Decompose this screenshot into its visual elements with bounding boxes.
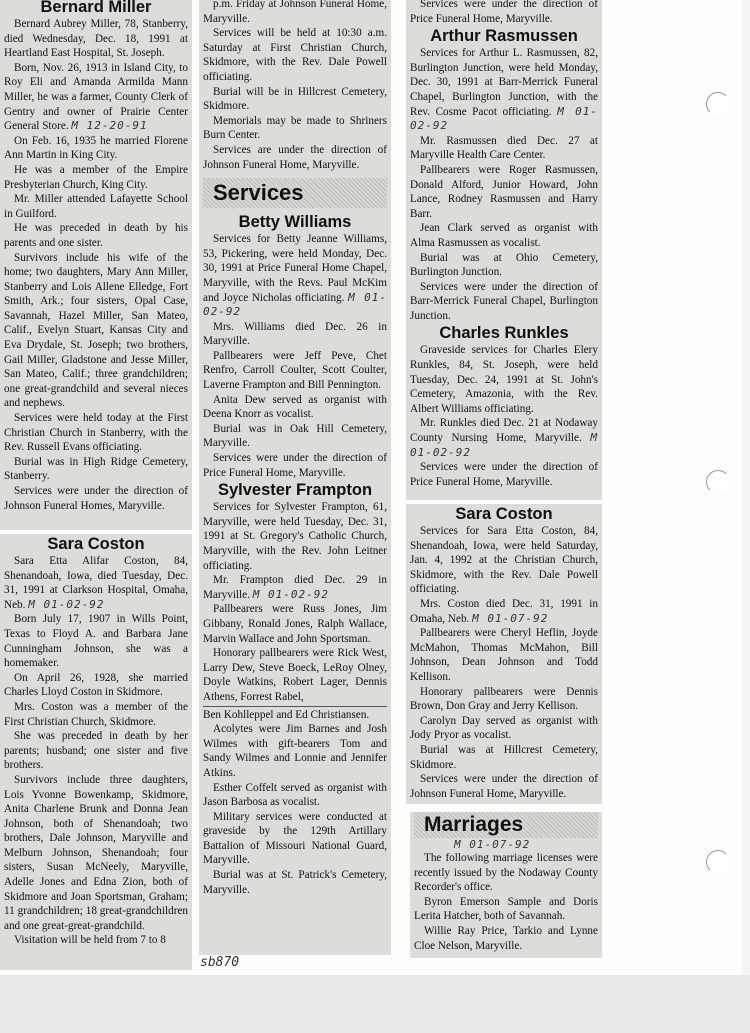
paragraph-text: Mr. Frampton died Dec. 29 in Maryville.	[203, 574, 387, 601]
obituary-sara-coston	[0, 534, 192, 970]
scanner-bed	[0, 975, 750, 1033]
paragraph: Born July 17, 1907 in Wills Point, Texas to Floyd A. and Barbara Jane Cunningham Johnson, she was a homemaker.	[4, 613, 188, 670]
paragraph	[4, 554, 188, 612]
paragraph-text: Services for Arthur L. Rasmussen, 82, Burlington Junction, were held Monday, Dec. 30, 1991 at Barr-Merrick Funeral Chapel, Burlington Junction, with the Rev. Cosme Pacot officiating.	[410, 47, 598, 118]
handwritten-date: M 01-02-92	[28, 597, 105, 611]
paragraph: Services were under the direction of Price Funeral Home, Maryville.	[410, 461, 598, 488]
paragraph-text: Sara Etta Alifar Coston, 84, Shenandoah, Iowa, died Tuesday, Dec. 31, 1991 at Clarkson Hospital, Omaha, Neb.	[4, 555, 188, 611]
paragraph: Pallbearers were Russ Jones, Jim Gibbany, Ronald Jones, Ralph Wallace, Marvin Wallace and John Sportsman.	[203, 603, 387, 645]
paragraph	[410, 597, 598, 626]
paragraph: Services for Sara Etta Coston, 84, Shenandoah, Iowa, were held Saturday, Jan. 4, 1992 at the Christian Church, Skidmore, with the Rev. Dale Powell officiating.	[410, 525, 598, 596]
paragraph: Services were under the direction of Barr-Merrick Funeral Chapel, Burlington Junction.	[410, 280, 598, 322]
handwritten-date: M 01-02-92	[410, 431, 599, 459]
paragraph	[203, 573, 387, 602]
paragraph: Mr. Miller attended Lafayette School in Guilford.	[4, 193, 188, 220]
paragraph: Graveside services for Charles Elery Runkles, 84, St. Joseph, were held Tuesday, Dec. 24, 1991 at St. John's Cemetery, Amazonia, with the Rev. Albert Williams officiating.	[410, 344, 598, 415]
paragraph	[4, 61, 188, 134]
services-column-right	[406, 0, 602, 500]
obituary-heading: Sara Coston	[47, 535, 145, 553]
paragraph: Services were held today at the First Christian Church in Stanberry, with the Rev. Russell Evans officiating.	[4, 412, 188, 454]
paragraph-text: Mrs. Coston died Dec. 31, 1991 in Omaha, Neb.	[410, 597, 598, 625]
obituary-heading: Charles Runkles	[439, 324, 569, 343]
obituary-heading: Betty Williams	[238, 213, 352, 232]
paragraph: On Feb. 16, 1935 he married Florene Ann Martin in King City.	[4, 134, 188, 162]
paragraph: Byron Emerson Sample and Doris Lerita Hatcher, both of Savannah.	[414, 895, 598, 923]
paragraph: He was a member of the Empire Presbyterian Church, King City.	[4, 163, 188, 191]
paragraph: Jean Clark served as organist with Alma Rasmussen as vocalist.	[410, 222, 598, 249]
punch-hole	[706, 92, 730, 116]
section-title-services: Services	[203, 178, 387, 208]
obituary-bernard-miller	[0, 0, 192, 530]
paragraph: Burial was at Hillcrest Cemetery, Skidmore.	[410, 743, 598, 771]
paragraph: Services were under the direction of Price Funeral Home, Maryville.	[410, 0, 598, 25]
paragraph: Pallbearers were Jeff Peve, Chet Renfro, Carroll Coulter, Scott Coulter, Laverne Frampton and Bill Pennington.	[203, 349, 387, 392]
paragraph: Memorials may be made to Shriners Burn Center.	[203, 114, 387, 142]
paragraph: Anita Dew served as organist with Deena Knorr as vocalist.	[203, 393, 387, 421]
obituary-heading: Bernard Miller	[40, 0, 152, 16]
paragraph: Burial was at St. Patrick's Cemetery, Maryville.	[203, 869, 387, 896]
paragraph: Services are under the direction of Johnson Funeral Home, Maryville.	[203, 143, 387, 171]
paragraph	[410, 46, 598, 134]
handwritten-page-tag: sb870	[200, 955, 240, 970]
handwritten-date: M 01-07-92	[454, 838, 531, 851]
paragraph: Burial was in Oak Hill Cemetery, Maryville.	[203, 422, 387, 450]
paragraph: Burial was at Ohio Cemetery, Burlington Junction.	[410, 251, 598, 279]
paragraph: He was preceded in death by his parents and one sister.	[4, 222, 188, 249]
paragraph: Mr. Rasmussen died Dec. 27 at Maryville Health Care Center.	[410, 134, 598, 162]
handwritten-date: M 01-02-92	[203, 290, 387, 319]
handwritten-date: M 01-07-92	[472, 611, 549, 625]
paragraph	[410, 416, 598, 460]
obituary-heading: Arthur Rasmussen	[430, 27, 578, 46]
paragraph: Survivors include three daughters, Lois Yvonne Bowenkamp, Skidmore, Anita Charlene Brunk and Donna Jean Johnson, both of Shenandoah; two brothers, Dale Johnson, Maryville and Melburn Johnson, Shenandoah; four sisters, Susan McNeely, Maryville, Adelle Jones and Edna Zion, both of Skidmore and Joan Sportsman, Graham; 11 grandchildren; 18 great-grandchildren and one great-great-grandchild.	[4, 773, 188, 932]
paragraph: Burial was in High Ridge Cemetery, Stanberry.	[4, 455, 188, 483]
obituary-heading: Sara Coston	[455, 505, 553, 523]
paragraph: Services will be held at 10:30 a.m. Saturday at First Christian Church, Skidmore, with the Rev. Dale Powell officiating.	[203, 27, 387, 83]
paragraph: Ben Kohlleppel and Ed Christiansen.	[203, 708, 370, 721]
column-divider	[203, 706, 387, 707]
punch-hole	[706, 850, 730, 874]
handwritten-date: M 12-20-91	[71, 119, 148, 133]
paragraph: Burial will be in Hillcrest Cemetery, Skidmore.	[203, 85, 387, 113]
paragraph: Mrs. Williams died Dec. 26 in Maryville.	[203, 320, 387, 348]
paragraph: Acolytes were Jim Barnes and Josh Wilmes with gift-bearers Tom and Sandy Wilmes and Lonnie and Jennifer Atkins.	[203, 723, 387, 779]
services-sara-coston	[406, 504, 602, 804]
handwritten-date: M 01-02-92	[252, 587, 329, 601]
paragraph-text: Mr. Runkles died Dec. 21 at Nodaway County Nursing Home, Maryville.	[410, 417, 598, 445]
paragraph: Willie Ray Price, Tarkio and Lynne Cloe Nelson, Maryville.	[414, 924, 598, 952]
obituary-heading: Sylvester Frampton	[217, 481, 373, 500]
paragraph	[203, 232, 387, 320]
section-title-marriages: Marriages	[414, 812, 598, 838]
handwritten-date: M 01-02-92	[410, 104, 598, 133]
paragraph: The following marriage licenses were recently issued by the Nodaway County Recorder's office.	[414, 852, 598, 894]
paragraph: Honorary pallbearers were Dennis Brown, Don Gray and Jerry Kellison.	[410, 685, 598, 713]
paragraph: Mrs. Coston was a member of the First Christian Church, Skidmore.	[4, 700, 188, 728]
paragraph: Services were under the direction of Price Funeral Home, Maryville.	[203, 452, 387, 479]
paragraph: Esther Coffelt served as organist with Jason Barbosa as vocalist.	[203, 781, 387, 809]
paragraph: Pallbearers were Roger Rasmussen, Donald Alford, Junior Howard, John Lance, Rodney Rasmussen and Harry Barr.	[410, 163, 598, 220]
paragraph: Military services were conducted at graveside by the 129th Artillary Battalion of Missouri National Guard, Maryville.	[203, 810, 387, 867]
paragraph: On April 26, 1928, she married Charles Lloyd Coston in Skidmore.	[4, 671, 188, 699]
paragraph: Pallbearers were Cheryl Heflin, Joyde McMahon, Thomas McMahon, Bill Johnson, Dean Johnson and Todd Kellison.	[410, 627, 598, 683]
paragraph-text: Born, Nov. 26, 1913 in Island City, to Roy Eli and Amanda Armilda Mann Miller, he was a farmer, County Clerk of Gentry and owner of Prairie Center General Store.	[4, 61, 188, 133]
paragraph: She was preceded in death by her parents; husband; one sister and five brothers.	[4, 730, 188, 772]
paragraph: Visitation will be held from 7 to 8	[14, 934, 166, 947]
paragraph: Bernard Aubrey Miller, 78, Stanberry, died Wednesday, Dec. 18, 1991 at Heartland East Hospital, St. Joseph.	[4, 18, 188, 60]
paragraph: p.m. Friday at Johnson Funeral Home, Maryville.	[203, 0, 387, 25]
paragraph: Survivors include his wife of the home; two daughters, Mary Ann Miller, Stanberry and Lois Allene Elledge, Fort Smith, Ark.; four sisters, Opal Case, Savannah, Hazel Miller, San Mateo, Calif., Evelyn Stuart, Kansas City and Eva Drydale, St. Joseph; two brothers, Gail Miller, Gladstone and Jesse Miller, San Mateo, Calif.; three grandchildren; one great-grandchild and several nieces and nephews.	[4, 251, 188, 410]
paragraph: Honorary pallbearers were Rick West, Larry Dew, Steve Boeck, LeRoy Olney, Doyle Watkins, Robert Lager, Dennis Athens, Forrest Rabel,	[203, 647, 387, 703]
paragraph-text: Services for Betty Jeanne Williams, 53, Pickering, were held Monday, Dec. 30, 1991 at Price Funeral Home Chapel, Maryville, with the Revs. Paul McKim and Joyce Nicholas officiating.	[203, 233, 387, 304]
paragraph: Services were under the direction of Johnson Funeral Home, Maryville.	[410, 773, 598, 800]
marriages-section	[410, 812, 602, 958]
paragraph: Services were under the direction of Johnson Funeral Homes, Maryville.	[4, 485, 188, 512]
paragraph: Carolyn Day served as organist with Jody Pryor as vocalist.	[410, 714, 598, 742]
services-column	[199, 0, 391, 955]
paragraph: Services for Sylvester Frampton, 61, Maryville, were held Tuesday, Dec. 31, 1991 at St. Gregory's Catholic Church, Maryville, with the Rev. John Leitner officiating.	[203, 501, 387, 572]
punch-hole	[706, 470, 730, 494]
